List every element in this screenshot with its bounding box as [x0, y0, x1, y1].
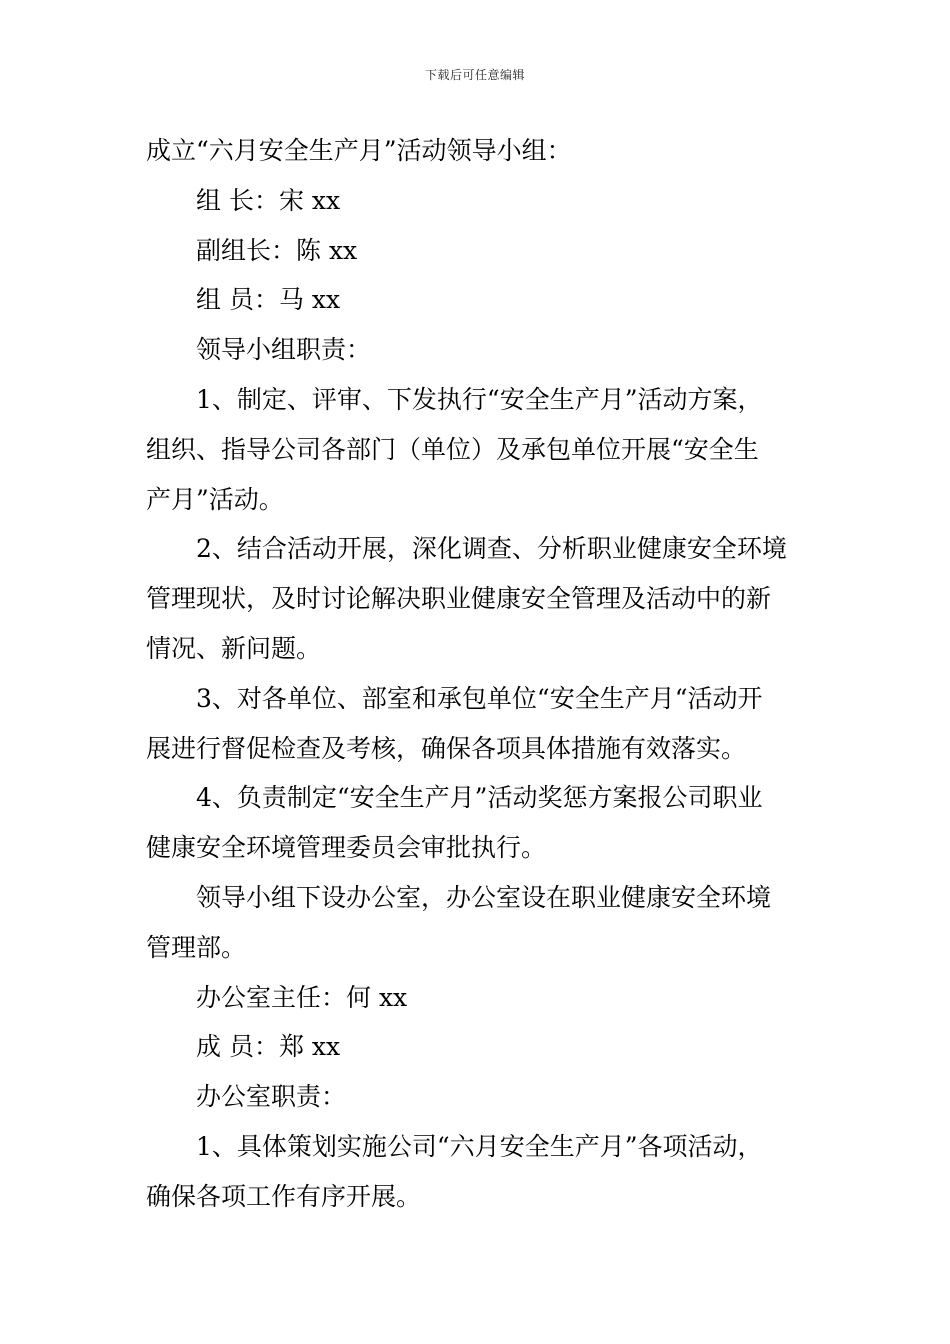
paragraph-line: 成 员：郑 xx	[196, 1032, 341, 1062]
paragraph-line: 1、制定、评审、下发执行“安全生产月”活动方案，	[196, 384, 763, 414]
paragraph-line: 1、具体策划实施公司“六月安全生产月”各项活动，	[196, 1131, 763, 1161]
paragraph-line: 3、对各单位、部室和承包单位“安全生产月“活动开	[196, 683, 763, 713]
paragraph-line: 副组长：陈 xx	[196, 235, 358, 265]
paragraph-line: 成立“六月安全生产月”活动领导小组：	[146, 136, 572, 165]
paragraph-line: 2、结合活动开展，深化调查、分析职业健康安全环境	[196, 534, 787, 564]
paragraph-line: 确保各项工作有序开展。	[146, 1181, 422, 1211]
paragraph-line: 情况、新问题。	[146, 633, 322, 663]
paragraph-line: 4、负责制定“安全生产月”活动奖惩方案报公司职业	[196, 783, 763, 813]
paragraph-line: 领导小组下设办公室，办公室设在职业健康安全环境	[196, 882, 772, 912]
paragraph-line: 办公室职责：	[196, 1082, 347, 1112]
paragraph-line: 领导小组职责：	[196, 335, 372, 365]
paragraph-line: 健康安全环境管理委员会审批执行。	[146, 833, 547, 863]
paragraph-line: 管理部。	[146, 932, 247, 962]
paragraph-line: 展进行督促检查及考核，确保各项具体措施有效落实。	[146, 733, 747, 763]
paragraph-line: 产月”活动。	[146, 484, 284, 514]
paragraph-line: 管理现状，及时讨论解决职业健康安全管理及活动中的新	[146, 584, 772, 614]
document-body	[146, 126, 810, 1222]
header-note: 下载后可任意编辑	[424, 68, 525, 82]
paragraph-line: 组 员：马 xx	[196, 285, 341, 315]
paragraph-line: 组织、指导公司各部门（单位）及承包单位开展“安全生	[146, 434, 759, 464]
paragraph-line: 组 长：宋 xx	[196, 185, 341, 215]
paragraph-line: 办公室主任：何 xx	[196, 982, 408, 1012]
